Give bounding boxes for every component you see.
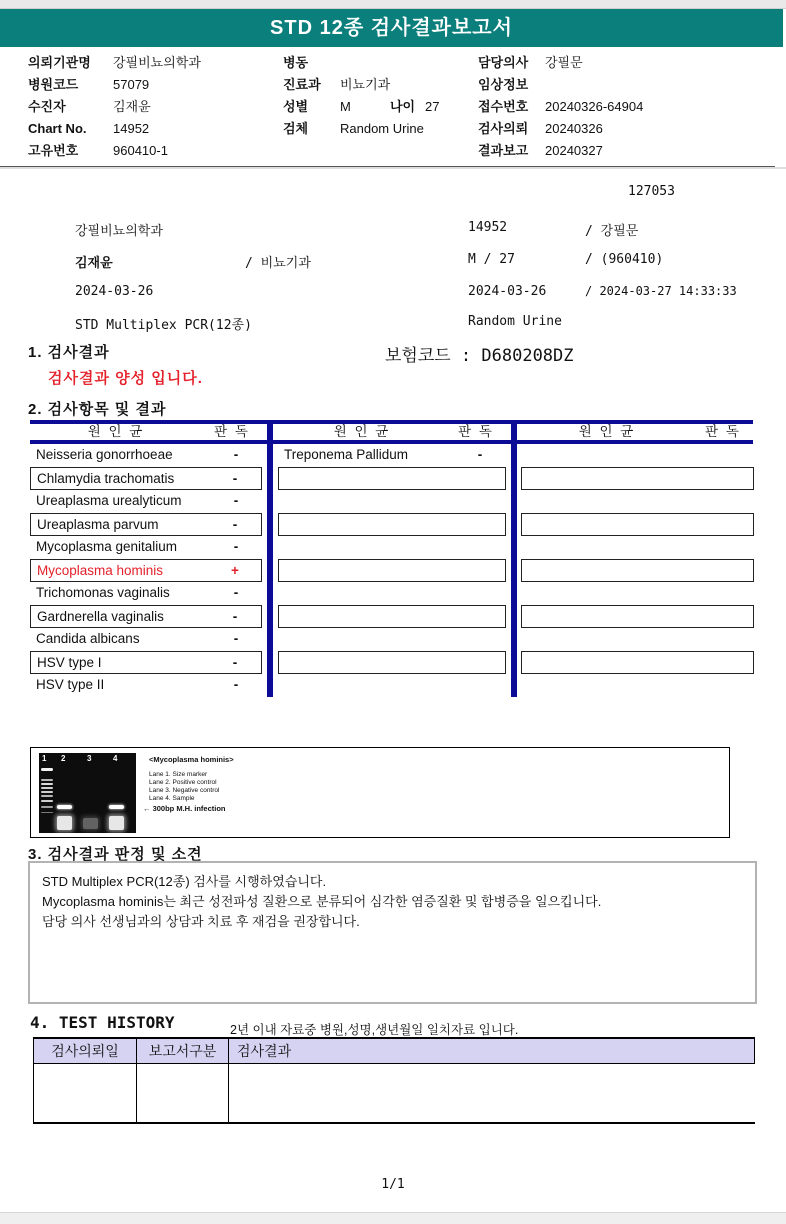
header-field-value: 960410-1 (113, 143, 168, 158)
pathogen-column-header: 원 인 균 (87, 424, 145, 439)
pathogen-name: Ureaplasma parvum (37, 517, 159, 532)
pathogen-name (521, 628, 702, 651)
pathogen-row (278, 467, 506, 490)
gel-band (57, 805, 72, 809)
pathogen-row (30, 513, 262, 536)
pathogen-name: Mycoplasma genitalium (36, 539, 178, 554)
pathogen-row (521, 536, 754, 559)
pathogen-row (30, 674, 262, 697)
header-field-row (28, 140, 278, 162)
header-field-row (283, 74, 473, 96)
gel-electrophoresis-image (39, 753, 136, 833)
pathogen-name (521, 536, 702, 559)
gel-band (41, 795, 53, 797)
pathogen-row (521, 513, 754, 536)
pathogen-result (454, 674, 506, 697)
pathogen-row (30, 559, 262, 582)
table-vertical-rule (267, 420, 273, 697)
insurance-code: 보험코드 : D680208DZ (385, 346, 574, 366)
header-field-label: 의뢰기관명 (28, 55, 91, 70)
comment-line: STD Multiplex PCR(12종) 검사를 시행하였습니다. (42, 874, 327, 889)
results-table (30, 420, 755, 698)
header-column-right (478, 52, 768, 162)
pathogen-result (702, 536, 754, 559)
pathogen-row (278, 536, 506, 559)
pathogen-result: - (233, 677, 239, 692)
gel-band (83, 818, 98, 829)
pathogen-result (702, 444, 754, 467)
pathogen-result (453, 560, 505, 581)
pathogen-row (521, 467, 754, 490)
gel-band (109, 805, 124, 809)
header-field-label: 검사의뢰 (478, 121, 529, 136)
gel-lane-number: 3 (87, 754, 92, 763)
gel-band (41, 806, 53, 808)
header-field-row (478, 52, 768, 74)
header-field-value: 20240327 (545, 143, 603, 158)
header-field-row (28, 74, 278, 96)
pathogen-result (702, 490, 754, 513)
header-field-row (478, 140, 768, 162)
pathogen-row (521, 559, 754, 582)
header-field-row (283, 118, 473, 140)
header-field-row (478, 118, 768, 140)
pathogen-result (453, 468, 505, 489)
request-date-2: 2024-03-26 (468, 284, 547, 299)
pathogen-result: - (233, 447, 239, 462)
pathogen-result: - (232, 471, 238, 486)
gel-band (41, 787, 53, 789)
patient-name: 김재윤 (75, 256, 113, 271)
pathogen-name: Neisseria gonorrhoeae (36, 447, 173, 462)
pathogen-row (521, 651, 754, 674)
header-field-value: 비뇨기과 (340, 77, 391, 92)
table-group1-rows (30, 444, 262, 697)
header-field-value: 57079 (113, 77, 150, 92)
pathogen-name: HSV type I (37, 655, 102, 670)
pathogen-name: Trichomonas vaginalis (36, 585, 170, 600)
pathogen-row (278, 513, 506, 536)
pathogen-row (30, 628, 262, 651)
pathogen-result: - (477, 447, 483, 462)
pathogen-name: HSV type II (36, 677, 105, 692)
header-field-value: 강필문 (545, 55, 583, 70)
pathogen-row (30, 605, 262, 628)
gel-legend-line: Lane 4. Sample (149, 795, 195, 802)
table-group1-header (30, 424, 262, 440)
header-field-label: 성별 (283, 99, 309, 114)
pathogen-row (278, 628, 506, 651)
pathogen-name (522, 606, 701, 627)
patient-birth: / (960410) (585, 252, 664, 267)
gel-band (41, 779, 53, 781)
pathogen-name (279, 468, 453, 489)
table-group3-header (521, 424, 753, 440)
header-field-row (28, 52, 278, 74)
pathogen-column-header: 원 인 균 (333, 424, 391, 439)
comment-box (28, 861, 757, 1004)
pathogen-name: Ureaplasma urealyticum (36, 493, 182, 508)
pathogen-row (30, 490, 262, 513)
header-field-label-2: 나이 (390, 99, 416, 114)
header-field-value-2: 27 (425, 99, 440, 114)
pathogen-name (521, 490, 702, 513)
result-column-header: 판 독 (214, 424, 250, 439)
header-divider-shadow (0, 167, 786, 169)
gel-figure-box (30, 747, 730, 838)
gel-band (57, 816, 72, 830)
header-field-label: 수진자 (28, 99, 66, 114)
table-group3-rows (521, 444, 754, 697)
pathogen-row (30, 651, 262, 674)
pathogen-result (453, 606, 505, 627)
header-field-value: 20240326 (545, 121, 603, 136)
patient-sex-age: M / 27 (468, 252, 515, 267)
header-field-row (28, 118, 278, 140)
pathogen-result (453, 652, 505, 673)
pathogen-name: Mycoplasma hominis (37, 563, 164, 578)
pathogen-name: Chlamydia trachomatis (37, 471, 175, 486)
gel-band (41, 791, 53, 793)
pathogen-row (278, 605, 506, 628)
request-date: 2024-03-26 (75, 284, 154, 299)
patient-chart-no: 14952 (468, 220, 508, 235)
result-column-header: 판 독 (705, 424, 741, 439)
history-table-body-row (33, 1064, 755, 1124)
pathogen-result (453, 514, 505, 535)
header-field-label: 진료과 (283, 77, 321, 92)
test-name: STD Multiplex PCR(12종) (75, 318, 252, 333)
gel-band (41, 768, 53, 771)
pathogen-name (279, 514, 453, 535)
gel-band (41, 783, 53, 785)
gel-band (41, 812, 53, 813)
pathogen-name: Treponema Pallidum (284, 447, 409, 462)
pathogen-result: - (232, 517, 238, 532)
patient-doctor: / 강필문 (585, 224, 639, 239)
pathogen-result (454, 628, 506, 651)
serial-number: 127053 (628, 184, 675, 199)
pathogen-row (278, 490, 506, 513)
pathogen-row (521, 674, 754, 697)
header-field-label: 접수번호 (478, 99, 529, 114)
pathogen-result (701, 606, 753, 627)
header-field-label: 검체 (283, 121, 309, 136)
header-field-row (478, 96, 768, 118)
header-field-value: 14952 (113, 121, 150, 136)
pathogen-row (278, 674, 506, 697)
pathogen-name (279, 560, 453, 581)
pathogen-name (278, 628, 454, 651)
pathogen-result: - (233, 493, 239, 508)
pathogen-name (521, 444, 702, 467)
pathogen-name (522, 652, 701, 673)
header-field-value: 20240326-64904 (545, 99, 644, 114)
history-header-cell: 검사결과 (237, 1043, 292, 1059)
gel-lane-number: 2 (61, 754, 66, 763)
pathogen-column-header: 원 인 균 (578, 424, 636, 439)
section2-heading: 2. 검사항목 및 결과 (28, 401, 167, 418)
pathogen-row (278, 444, 506, 467)
header-field-label: 병동 (283, 55, 309, 70)
pathogen-result: - (232, 609, 238, 624)
pathogen-result: - (232, 655, 238, 670)
positive-result-message: 검사결과 양성 입니다. (48, 370, 203, 387)
history-body-cell (229, 1064, 755, 1122)
section3-heading: 3. 검사결과 판정 및 소견 (28, 846, 203, 863)
pathogen-row (521, 582, 754, 605)
history-header-cell: 검사의뢰일 (34, 1039, 137, 1063)
history-table (33, 1037, 755, 1124)
result-column-header: 판 독 (458, 424, 494, 439)
report-title: STD 12종 검사결과보고서 (270, 17, 513, 39)
history-header-cell: 보고서구분 (137, 1039, 229, 1063)
header-field-value: M (340, 99, 351, 114)
pathogen-result: - (233, 585, 239, 600)
pathogen-row (30, 582, 262, 605)
pathogen-name (279, 652, 453, 673)
comment-line: Mycoplasma hominis는 최근 성전파성 질환으로 분류되어 심각한 염증질환 및 합병증을 일으킵니다. (42, 894, 602, 909)
pathogen-name (278, 536, 454, 559)
gel-band (109, 816, 124, 830)
gel-legend-line: Lane 2. Positive control (149, 779, 217, 786)
pathogen-result (701, 514, 753, 535)
history-body-cell (137, 1064, 229, 1122)
history-note: 2년 이내 자료중 병원,성명,생년월일 일치자료 입니다. (230, 1023, 519, 1037)
comment-text (30, 863, 755, 941)
comment-line: 담당 의사 선생님과의 상담과 치료 후 재검을 권장합니다. (42, 914, 360, 929)
header-field-value: Random Urine (340, 121, 424, 136)
header-field-label: 고유번호 (28, 143, 79, 158)
pathogen-result (454, 582, 506, 605)
header-field-label: 담당의사 (478, 55, 529, 70)
gel-band-annotation: ← 300bp M.H. infection (143, 804, 226, 813)
header-field-value: 강필비뇨의학과 (113, 55, 201, 70)
pathogen-name: Gardnerella vaginalis (37, 609, 164, 624)
section4-heading: 4. TEST HISTORY (30, 1013, 175, 1032)
pathogen-row (521, 628, 754, 651)
gel-figure-title: <Mycoplasma hominis> (149, 755, 234, 764)
pathogen-result (454, 536, 506, 559)
header-field-row (283, 52, 473, 74)
pathogen-row (30, 467, 262, 490)
header-field-label: 병원코드 (28, 77, 79, 92)
pathogen-name (278, 674, 454, 697)
gel-lane-number: 4 (113, 754, 118, 763)
header-field-label: 결과보고 (478, 143, 529, 158)
header-column-middle (283, 52, 473, 140)
pathogen-name (279, 606, 453, 627)
table-group2-header (278, 424, 506, 440)
patient-department: / 비뇨기과 (245, 256, 311, 271)
header-field-row (283, 96, 473, 118)
patient-clinic: 강필비뇨의학과 (75, 224, 163, 239)
pathogen-result (702, 628, 754, 651)
header-field-label: Chart No. (28, 121, 87, 136)
history-body-cell (34, 1064, 137, 1122)
pathogen-row (521, 444, 754, 467)
pathogen-result (702, 674, 754, 697)
pathogen-name (521, 582, 702, 605)
top-page-margin (0, 0, 786, 9)
pathogen-row (278, 651, 506, 674)
pathogen-result (701, 652, 753, 673)
gel-legend-line: Lane 3. Negative control (149, 787, 220, 794)
header-field-label: 임상정보 (478, 77, 529, 92)
pathogen-row (278, 582, 506, 605)
pathogen-result: - (233, 631, 239, 646)
report-title-bar (0, 9, 783, 47)
pathogen-name: Candida albicans (36, 631, 140, 646)
pathogen-row (30, 536, 262, 559)
section1-heading: 1. 검사결과 (28, 344, 110, 361)
pathogen-row (30, 444, 262, 467)
pathogen-name (278, 490, 454, 513)
pathogen-result (702, 582, 754, 605)
pathogen-row (521, 490, 754, 513)
table-vertical-rule (511, 420, 517, 697)
bottom-page-margin (0, 1212, 786, 1224)
header-field-row (28, 96, 278, 118)
pathogen-name (522, 468, 701, 489)
table-group2-rows (278, 444, 506, 697)
gel-legend-line: Lane 1. Size marker (149, 771, 208, 778)
gel-band (41, 800, 53, 802)
pathogen-name (522, 560, 701, 581)
header-field-value: 김재윤 (113, 99, 151, 114)
pathogen-result: - (233, 539, 239, 554)
pathogen-name (521, 674, 702, 697)
pathogen-result (701, 468, 753, 489)
header-field-row (478, 74, 768, 96)
gel-lane-legend (149, 771, 219, 803)
pathogen-row (278, 559, 506, 582)
pathogen-result (454, 490, 506, 513)
report-datetime: / 2024-03-27 14:33:33 (585, 284, 737, 298)
header-column-left (28, 52, 278, 162)
history-table-header-row (33, 1037, 755, 1064)
specimen-type: Random Urine (468, 314, 562, 329)
gel-lane-number: 1 (42, 754, 47, 763)
pathogen-row (521, 605, 754, 628)
page-number: 1/1 (381, 1177, 405, 1192)
pathogen-result (701, 560, 753, 581)
pathogen-result: + (231, 563, 239, 578)
pathogen-name (522, 514, 701, 535)
pathogen-name (278, 582, 454, 605)
